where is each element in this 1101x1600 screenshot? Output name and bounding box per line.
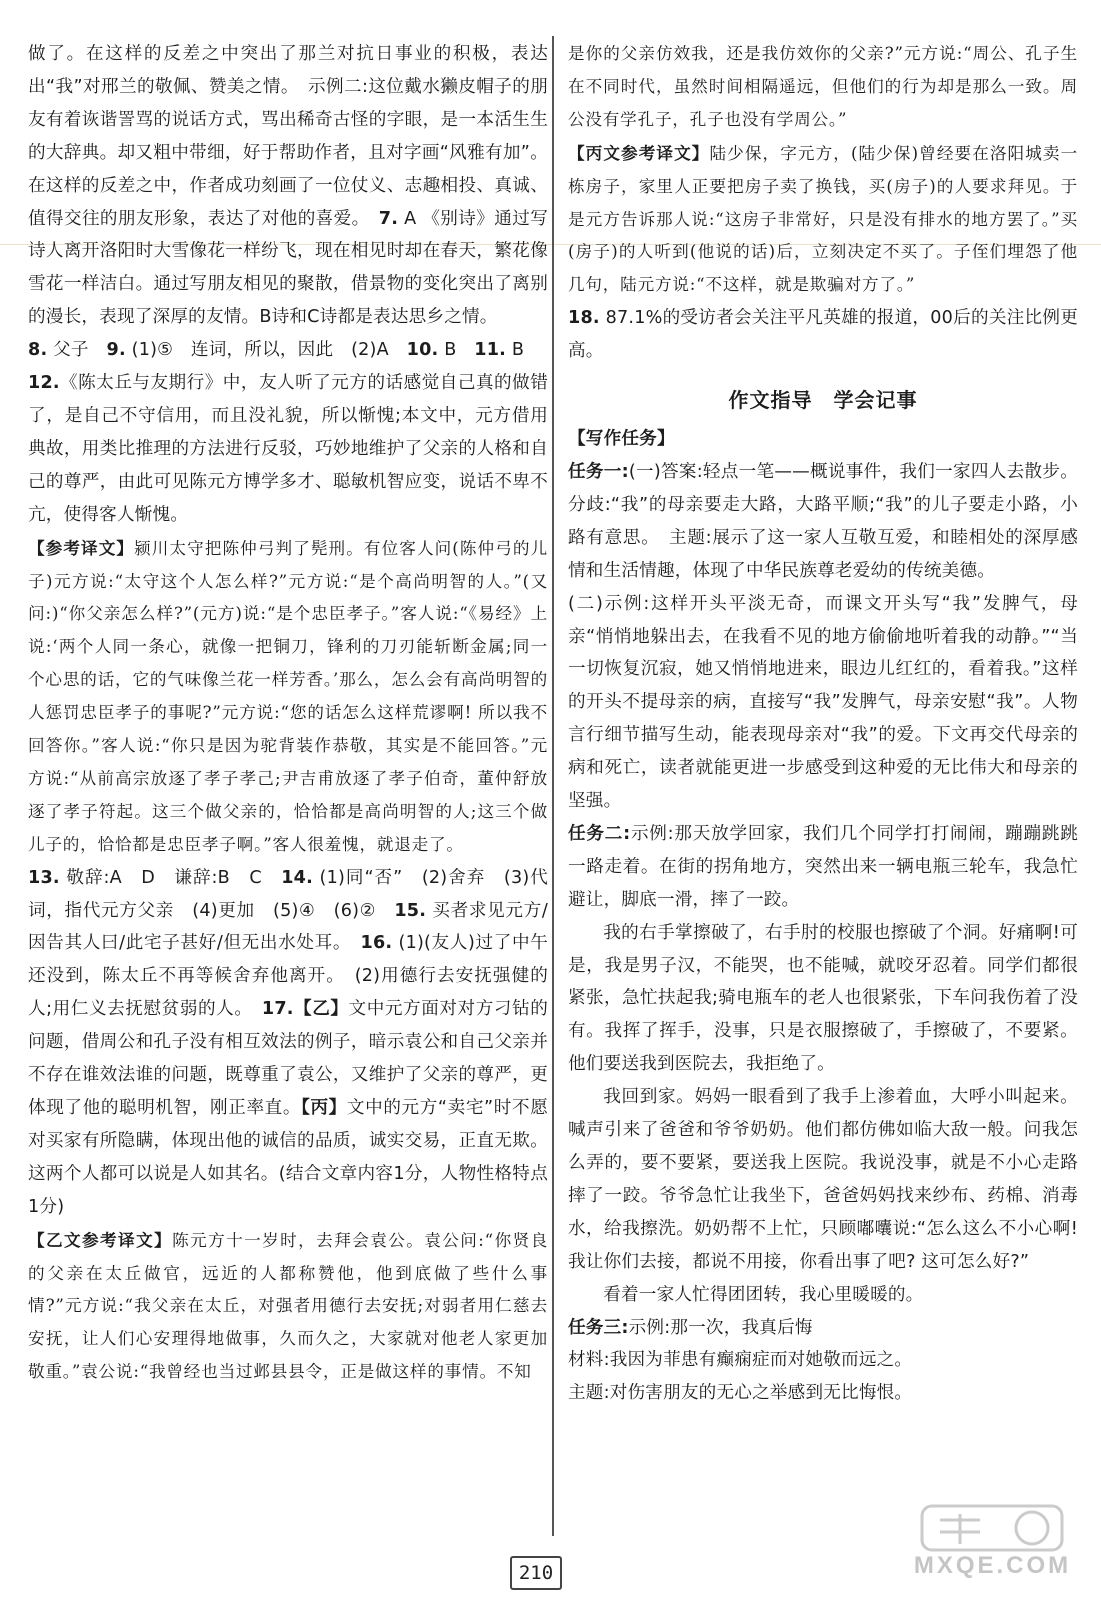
answer-8-text: 父子 [47,340,107,361]
task-3-theme: 主题:对伤害朋友的无心之举感到无比悔恨。 [568,1383,913,1404]
question-10-number: 10. [406,340,439,361]
question-17-number: 17. [261,999,294,1020]
answer-17-label-bing: 【丙】 [301,1098,347,1118]
task-1-part-2: (二)示例:这样开头平淡无奇，而课文开头写“我”发脾气，母亲“悄悄地躲出去，在我看不见的地方偷偷地听着我的动静。”“当一切恢复沉寂，她又悄悄地进来，眼边儿红红的，看着我。”这样的开头不提母亲的病，直接写“我”发脾气，母亲安慰“我”。人物言行细节描写生动，能表现母亲对“我”的爱。下文再交代母亲的病和死亡，读者就能更进一步感受到这种爱的无比伟大和母亲的坚强。 [568,593,1078,812]
yi-translation [28,1224,548,1390]
answers-8-11 [28,334,548,367]
task-2-text: 示例:那天放学回家，我们几个同学打打闹闹，蹦蹦跳跳一路走着。在街的拐角地方，突然出来一辆电瓶三轮车，我急忙避让，脚底一滑，摔了一跤。 [568,823,1078,910]
answer-11-text: B [506,340,525,361]
task-3-material: 材料:我因为菲患有癫痫症而对她敬而远之。 [568,1350,913,1371]
left-column [28,38,548,1389]
bing-translation [568,137,1078,303]
page-number: 210 [510,1556,562,1590]
question-12-number: 12. [28,373,60,394]
answer-18-text: 87.1%的受访者会关注平凡英雄的报道，00后的关注比例更高。 [568,308,1078,362]
right-column [568,38,1078,1410]
task-3 [568,1312,1078,1345]
reference-translation-label: 【参考译文】 [28,537,135,558]
task-2 [568,818,1078,917]
yi-translation-text: 陈元方十一岁时，去拜会袁公。袁公问:“你贤良的父亲在太丘做官，远近的人都称赞他，他到底做了些什么事情?”元方说:“我父亲在太丘，对强者用德行去安抚;对弱者用仁慈去安抚，让人们心安理得地做事，久而久之，大家就对他老人家更加敬重。”袁公说:“我曾经也当过邺县县令，正是做这样的事情。不知 [28,1230,548,1382]
bing-translation-label: 【丙文参考译文】 [568,142,710,163]
question-14-number: 14. [281,867,313,888]
watermark-logo-icon [900,1500,1085,1555]
answer-12-text: 《陈太丘与友期行》中，友人听了元方的话感觉自己真的做错了，是自己不守信用，而且没礼貌，所以惭愧;本文中，元方借用典故，用类比推理的方法进行反驳，巧妙地维护了父亲的人格和自己的尊严，由此可见陈元方博学多才、聪敏机智应变，说话不卑不亢，使得客人惭愧。 [28,373,548,525]
question-16-number: 16. [360,933,393,954]
answer-paragraph-6 [28,38,548,334]
task-1-label: 任务一: [568,461,629,482]
question-7-number: 7. [378,208,399,229]
question-15-number: 15. [394,900,427,921]
yi-translation-continued: 是你的父亲仿效我，还是我仿效你的父亲?”元方说:“周公、孔子生在不同时代，虽然时间相隔遥远，但他们的行为却是那么一致。周公没有学孔子，孔子也没有学周公。” [568,44,1078,129]
task-2-paragraph-4: 看着一家人忙得团团转，我心里暖暖的。 [603,1284,924,1305]
answer-15-text: 买者求见元方/因告其人曰/此宅子甚好/但无出水处耳。 [28,900,548,954]
answer-17-label-yi: 【乙】 [293,999,349,1020]
task-3-label: 任务三: [568,1317,629,1338]
answer-17-text-yi: 文中元方面对对方刁钻的问题，借周公和孔子没有相互效法的例子，暗示袁公和自己父亲并不存在谁效法谁的问题，既尊重了袁公，又维护了父亲的尊严，更体现了他的聪明机智，刚正率直。 [28,999,548,1118]
task-3-text: 示例:那一次，我真后悔 [628,1317,813,1338]
answer-12 [28,367,548,532]
answer-13-text: 敬辞:A D 谦辞:B C [59,867,282,888]
answer-16-text: (1)(友人)过了中午还没到，陈太丘不再等候舍弃他离开。 (2)用德行去安抚强健的人;用仁义去抚慰贫弱的人。 [28,933,548,1020]
writing-task-heading: 【写作任务】 [568,429,675,450]
question-9-number: 9. [106,340,126,361]
reference-translation [28,532,548,862]
question-8-number: 8. [28,340,48,361]
answer-9-text: (1)⑤ 连词，所以，因此 (2)A [125,340,407,361]
section-title: 作文指导 学会记事 [728,388,918,413]
question-18-number: 18. [568,308,600,329]
answer-10-text: B [438,340,475,361]
task-2-label: 任务二: [568,823,631,844]
task-2-paragraph-3: 我回到家。妈妈一眼看到了我手上渗着血，大呼小叫起来。喊声引来了爸爸和爷爷奶奶。他们都仿佛如临大敌一般。问我怎么弄的，要不要紧，要送我上医院。我说没事，就是不小心走路摔了一跤。爷爷急忙让我坐下，爸爸妈妈找来纱布、药棉、消毒水，给我擦洗。奶奶帮不上忙，只顾嘟囔说:“怎么这么不小心啊! 我让你们去接，都说不用接，你看出事了吧? 这可怎么好?” [568,1087,1078,1272]
answers-13-17 [28,862,548,1224]
answer-7-text: A 《别诗》通过写诗人离开洛阳时大雪像花一样纷飞，现在相见时却在春天，繁花像雪花一样洁白。通过写朋友相见的聚散，借景物的变化突出了离别的漫长，表现了深厚的友情。B诗和C诗都是表达思乡之情。 [28,208,548,328]
task-1 [568,456,1078,588]
reference-translation-text: 颍川太守把陈仲弓判了髡刑。有位客人问(陈仲弓的儿子)元方说:“太守这个人怎么样?”元方说:“是个高尚明智的人。”(又问:)“你父亲怎么样?”(元方)说:“是个忠臣孝子。”客人说:“《易经》上说:‘两个人同一条心，就像一把铜刀，锋利的刀刃能斩断金属;同一个心思的话，它的气味像兰花一样芳香。’那么，怎么会有高尚明智的人惩罚忠臣孝子的事呢?”元方说:“您的话怎么这样荒谬啊! 所以我不回答你。”客人说:“你只是因为驼背装作恭敬，其实是不能回答。”元方说:“从前高宗放逐了孝子孝己;尹吉甫放逐了孝子伯奇，董仲舒放逐了孝子符起。这三个做父亲的，恰恰都是高尚明智的人;这三个做儿子的，恰恰都是忠臣孝子啊。”客人很羞愧，就退走了。 [28,538,548,854]
bing-translation-text: 陆少保，字元方，(陆少保)曾经要在洛阳城卖一栋房子，家里人正要把房子卖了换钱，买(房子)的人要求拜见。于是元方告诉那人说:“这房子非常好，只是没有排水的地方罢了。”买(房子)的人听到(他说的话)后，立刻决定不买了。子侄们埋怨了他几句，陆元方说:“不这样，就是欺骗对方了。” [568,143,1079,295]
task-1-text: (一)答案:轻点一笔——概说事件，我们一家四人去散步。分歧:“我”的母亲要走大路，大路平顺;“我”的儿子要走小路，小路有意思。 主题:展示了这一家人互敬互爱，和睦相处的深厚感情和生活情趣，体现了中华民族尊老爱幼的传统美德。 [568,461,1078,581]
task-2-paragraph-2: 我的右手掌擦破了，右手肘的校服也擦破了个洞。好痛啊!可是，我是男子汉，不能哭，也不能喊，就咬牙忍着。同学们都很紧张，急忙扶起我;骑电瓶车的老人也很紧张，下车问我伤着了没有。我挥了挥手，没事，只是衣服擦破了，手擦破了，不要紧。他们要送我到医院去，我拒绝了。 [568,922,1078,1075]
yi-translation-label: 【乙文参考译文】 [28,1229,173,1250]
answer-18 [568,302,1078,368]
question-11-number: 11. [474,340,507,361]
watermark-logo [900,1500,1085,1590]
answer-14-text: (1)同“否” (2)舍弃 (3)代词，指代元方父亲 (4)更加 (5)④ (6)② [28,867,548,921]
watermark-domain: MXQE.COM [913,1552,1072,1579]
answer-17-text-bing: 文中的元方“卖宅”时不愿对买家有所隐瞒，体现出他的诚信的品质，诚实交易，正直无欺。这两个人都可以说是人如其名。(结合文章内容1分，人物性格特点1分) [28,1098,548,1217]
question-13-number: 13. [28,867,60,888]
column-divider [552,36,554,1536]
answer-6-text: 做了。在这样的反差之中突出了那兰对抗日事业的积极，表达出“我”对邢兰的敬佩、赞美之情。 示例二:这位戴水獭皮帽子的朋友有着诙谐詈骂的说话方式，骂出稀奇古怪的字眼，是一本活生生的大辞典。却又粗中带细，好于帮助作者，且对字画“风雅有加”。在这样的反差之中，作者成功刻画了一位仗义、志趣相投、真诚、值得交往的朋友形象，表达了对他的喜爱。 [28,44,548,229]
